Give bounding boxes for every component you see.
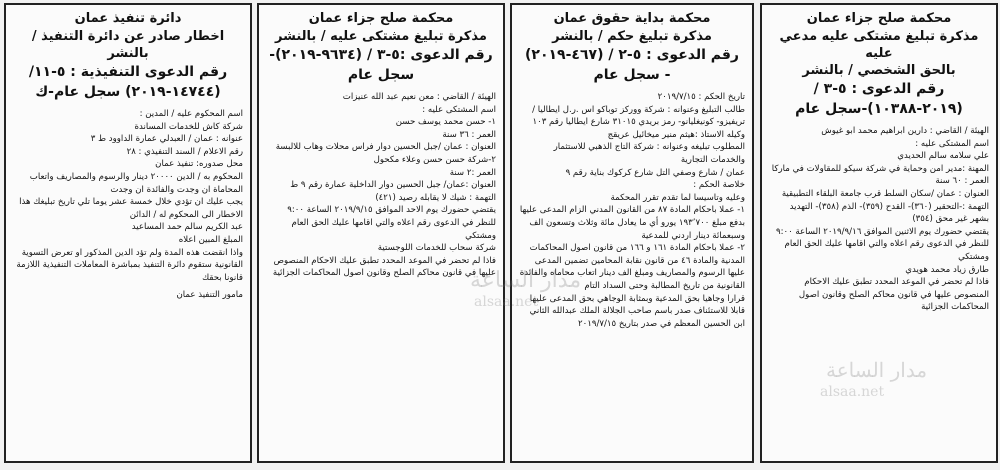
case-number: (١٤٧٤٤-٢٠١٩) سجل عام-ك: [35, 84, 221, 100]
notice-paragraph: يقتضي حضورك يوم الاحد الموافق ٢٠١٩/٩/١٥ الساعة ٩:٠٠: [287, 205, 496, 216]
notice-paragraph: عنوانه : عمان / العبدلي عمارة الداوود ط ٣: [90, 134, 243, 145]
notice-paragraph: المهنة :مدير امن وحماية في شركة سيكو للمقاولات في ماركا: [771, 163, 989, 174]
notice-paragraph: تاريخ الحكم : ٢٠١٩/٧/١٥: [657, 92, 745, 102]
court-name: دائرة تنفيذ عمان: [74, 11, 182, 26]
court-name: محكمة صلح جزاء عمان: [806, 11, 952, 26]
notice-paragraph: عبد الكريم سالم حمد المساعيد: [131, 222, 243, 233]
notice-paragraph: يجب عليك ان تؤدي خلال خمسة عشر يوما تلي تاريخ تبليغك هذا الاخطار الى المحكوم له / الدائن: [19, 197, 243, 220]
notice-paragraph: واذا انقضت هذه المدة ولم تؤد الدين المذكور او تعرض التسوية القانونية ستقوم دائرة التنفيذ بمباشرة المعاملات التنفيذية اللازمة قانونا بحقك: [16, 247, 243, 283]
case-number: رقم الدعوى : ٥-٢ / (٤٦٧-٢٠١٩): [525, 47, 739, 63]
notice-paragraph: ٢-شركة حسن حسن وعلاء مكحول: [373, 154, 496, 165]
notice-paragraph: للنظر في الدعوى رقم اعلاه والتي اقامها عليك الحق العام ومشتكي: [784, 239, 989, 262]
notice-paragraph: شركة كاش للخدمات المساندة: [134, 121, 243, 132]
watermark-url: alsaa.net: [820, 384, 885, 400]
case-number: (٢٠١٩-١٠٣٨٨)-سجل عام: [795, 101, 963, 117]
notice-signature: مامور التنفيذ عمان: [176, 290, 243, 301]
case-number: سجل عام: [347, 67, 415, 83]
notice-bidaya-huqooq: [510, 3, 754, 463]
notice-body: [769, 125, 989, 314]
court-name: محكمة بداية حقوق عمان: [553, 11, 711, 26]
notice-paragraph: المحكوم به / الدين ٢٠٠٠٠ دينار والرسوم والمصاريف واتعاب المحاماة ان وجدت والفائدة ان وجدت: [29, 171, 243, 195]
notice-paragraph: فاذا لم تحضر في الموعد المحدد تطبق عليك الاحكام المنصوص عليها في قانون محاكم الصلح وقانون اصول المحاكمات الجزائية: [272, 255, 496, 279]
notice-paragraph: طالب التبليغ وعنوانه : شركة ووركز توباكو اس .ر.ل ايطاليا /تريفيزو- كونيغليانو- رمز بريدي ٣١٠١٥ شارع ايطاليا رقم ١٠٣: [532, 104, 745, 128]
notice-heading: اخطار صادر عن دائرة التنفيذ / بالنشر: [31, 29, 225, 61]
notice-body: [519, 91, 745, 330]
notice-paragraph: العنوان :عمان/ جبل الحسين دوار الداخلية عمارة رقم ٩ ط: [290, 180, 496, 191]
notice-paragraph: علي سلامه سالم الحديدي: [897, 151, 989, 162]
notice-paragraph: العنوان : عمان /سكان السلط قرب جامعة البلقاء التطبيقية: [781, 188, 989, 199]
notice-paragraph: عمان / شارع وصفي التل شارع كركوك بناية رقم ٩: [565, 167, 745, 178]
notice-heading: مذكرة تبليغ مشتكى عليه مدعي عليه: [779, 29, 979, 61]
notice-paragraph: رقم الاعلام / السند التنفيذي : ٢٨: [126, 146, 243, 157]
notice-paragraph: التهمة : شيك لا يقابله رصيد (٤٢١): [375, 192, 496, 203]
watermark-text: مدار الساعة: [470, 268, 582, 293]
notice-paragraph: اسم المشتكى عليه :: [422, 104, 496, 115]
case-number: رقم الدعوى : ٥-٣ /: [813, 81, 945, 97]
notice-paragraph: العنوان : عمان /جبل الحسين دوار فراس محلات وهاب للالبسة: [275, 142, 496, 153]
notice-heading: بالحق الشخصي / بالنشر: [802, 63, 956, 78]
notice-paragraph: شركة سحاب للخدمات اللوجستية: [377, 243, 496, 254]
notice-paragraph: اسم المشتكى عليه :: [915, 138, 989, 149]
notice-paragraph: ٢- عملا باحكام المادة ١٦١ و ١٦٦ من قانون اصول المحاكمات المدنية والمادة ٤٦ من قانون نقابة المحامين تضمين المدعى عليها الرسوم والمصاريف ومبلغ الف دينار اتعاب محاماه والفائدة القانونية من تاريخ المطالبة وحتى السداد التام: [519, 243, 745, 291]
watermark-url: alsaa.net: [474, 294, 539, 310]
case-number: رقم الدعوى التنفيذية : ٥-١١/: [28, 64, 228, 80]
notice-tanfeeth: [4, 3, 252, 463]
notice-paragraph: اسم المحكوم عليه / المدين :: [139, 109, 243, 119]
notice-paragraph: العمر :٢ سنة: [449, 167, 496, 178]
notice-paragraph: التهمة :-التحقير (٣٦٠)- القدح (٣٥٩)- الذم (٣٥٨)- التهديد بشهر غير محق (٣٥٤): [789, 201, 989, 225]
notice-paragraph: يقتضي حضورك يوم الاثنين الموافق ٢٠١٩/٩/١٦ الساعة ٩:٠٠: [775, 226, 989, 237]
notice-paragraph: طارق زياد محمد هويدي: [905, 264, 989, 275]
notice-paragraph: المبلغ المبين اعلاه: [178, 234, 243, 245]
notice-paragraph: الهيئة / القاضي : دارين ابراهيم محمد ابو غيوش: [821, 126, 989, 136]
case-number: - سجل عام: [593, 67, 671, 83]
notice-body: [13, 108, 243, 284]
notice-paragraph: فاذا لم تحضر في الموعد المحدد تطبق عليك الاحكام المنصوص عليها في قانون محاكم الصلح وقانون اصول المحاكمات الجزائية: [798, 277, 989, 313]
notice-sulh-jaza-1: [760, 3, 998, 463]
court-name: محكمة صلح جزاء عمان: [308, 11, 454, 26]
notice-paragraph: قرارا وجاهيا بحق المدعية وبمثابة الوجاهي بحق المدعى عليها قابلا للاستئناف صدر باسم صاحب الجلالة الملك عبدالله الثاني ابن الحسين المعظم في صدر بتاريخ ٢٠١٩/٧/١٥: [529, 293, 745, 329]
notice-body: [266, 91, 496, 280]
notice-paragraph: خلاصة الحكم :: [693, 180, 745, 191]
notice-paragraph: العمر : ٦٠ سنة: [935, 176, 989, 187]
notice-heading: مذكرة تبليغ مشتكى عليه / بالنشر: [275, 29, 487, 44]
notice-paragraph: وعليه وتاسيسا لما تقدم تقرر المحكمة: [610, 192, 745, 203]
notice-paragraph: الهيئة / القاضي : معن نعيم عبد الله عنيزات: [342, 92, 496, 102]
watermark-text: مدار الساعة: [826, 358, 928, 382]
notice-paragraph: محل صدوره: تنفيذ عمان: [155, 159, 243, 170]
notice-paragraph: للنظر في الدعوى رقم اعلاه والتي اقامها عليك الحق العام ومشتكي: [291, 217, 496, 241]
notice-paragraph: المطلوب تبليغه وعنوانه : شركة التاج الذهبي للاستثمار والخدمات التجارية: [553, 142, 745, 165]
case-number: رقم الدعوى :٥-٣ / (٩٦٣٤-٢٠١٩)-: [269, 47, 493, 63]
notice-sulh-jaza-2: [257, 3, 505, 463]
notice-paragraph: وكيله الاستاذ :هيثم منير ميخائيل عريقج: [607, 129, 745, 140]
notice-heading: مذكرة تبليغ حكم / بالنشر: [552, 29, 712, 44]
notice-paragraph: ١- عملا باحكام المادة ٨٧ من القانون المدني الزام المدعى عليها بدفع مبلغ ١٩٣٬٧٠٠ يورو أي ما يعادل مائة وثلاث وتسعون الف وسبعمائة دينار اردني للمدعية: [519, 205, 745, 241]
notice-paragraph: ١- حسن محمد يوسف حسن: [395, 117, 496, 128]
notice-paragraph: العمر : ٣٦ سنة: [442, 129, 496, 140]
